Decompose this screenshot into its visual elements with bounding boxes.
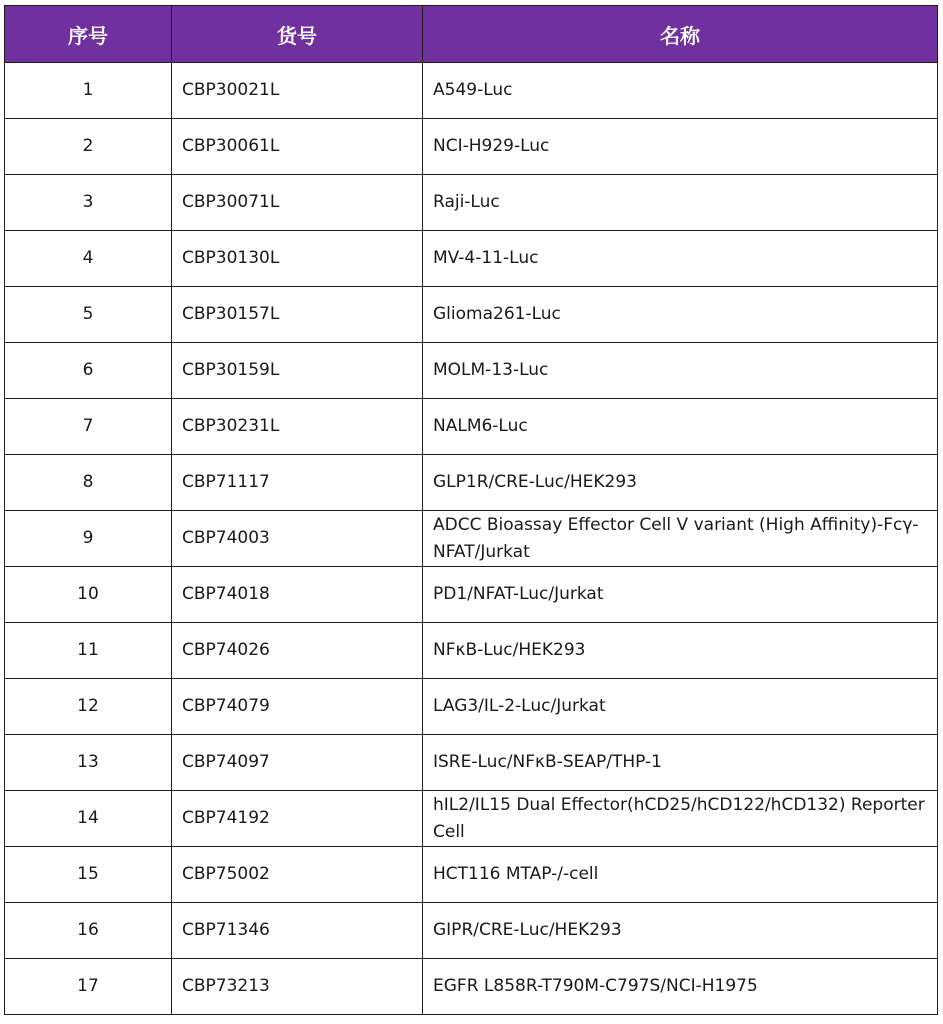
cell-serial-number: 7 [5,399,172,455]
table-row [5,175,938,231]
product-table [4,5,938,1015]
header-product-name: 名称 [423,6,938,63]
cell-product-name: Raji-Luc [423,175,938,231]
cell-catalog-number: CBP30159L [172,343,423,399]
cell-catalog-number: CBP30231L [172,399,423,455]
cell-serial-number: 4 [5,231,172,287]
table-header [5,6,938,63]
cell-product-name: NCI-H929-Luc [423,119,938,175]
cell-serial-number: 8 [5,455,172,511]
cell-product-name: A549-Luc [423,63,938,119]
cell-product-name: MOLM-13-Luc [423,343,938,399]
cell-serial-number: 11 [5,623,172,679]
table-row [5,511,938,567]
table-row [5,399,938,455]
cell-product-name: hIL2/IL15 Dual Effector(hCD25/hCD122/hCD132) Reporter Cell [423,791,938,847]
cell-catalog-number: CBP74003 [172,511,423,567]
cell-serial-number: 15 [5,847,172,903]
cell-product-name: GLP1R/CRE-Luc/HEK293 [423,455,938,511]
cell-catalog-number: CBP30157L [172,287,423,343]
cell-catalog-number: CBP30061L [172,119,423,175]
cell-catalog-number: CBP74018 [172,567,423,623]
table-row [5,567,938,623]
cell-product-name: MV-4-11-Luc [423,231,938,287]
table-row [5,231,938,287]
cell-product-name: HCT116 MTAP-/-cell [423,847,938,903]
table-row [5,63,938,119]
cell-product-name: NFκB-Luc/HEK293 [423,623,938,679]
table-row [5,847,938,903]
cell-product-name: EGFR L858R-T790M-C797S/NCI-H1975 [423,959,938,1015]
table-row [5,455,938,511]
cell-serial-number: 3 [5,175,172,231]
cell-catalog-number: CBP30130L [172,231,423,287]
cell-product-name: GIPR/CRE-Luc/HEK293 [423,903,938,959]
cell-product-name: PD1/NFAT-Luc/Jurkat [423,567,938,623]
cell-serial-number: 17 [5,959,172,1015]
cell-catalog-number: CBP30021L [172,63,423,119]
table-row [5,679,938,735]
cell-catalog-number: CBP71346 [172,903,423,959]
cell-catalog-number: CBP74026 [172,623,423,679]
table-body [5,63,938,1015]
cell-serial-number: 12 [5,679,172,735]
table-row [5,903,938,959]
table-row [5,959,938,1015]
cell-catalog-number: CBP75002 [172,847,423,903]
cell-product-name: ISRE-Luc/NFκB-SEAP/THP-1 [423,735,938,791]
cell-catalog-number: CBP30071L [172,175,423,231]
cell-serial-number: 14 [5,791,172,847]
cell-serial-number: 5 [5,287,172,343]
cell-serial-number: 2 [5,119,172,175]
cell-catalog-number: CBP74079 [172,679,423,735]
cell-catalog-number: CBP71117 [172,455,423,511]
header-catalog-number: 货号 [172,6,423,63]
table-row [5,623,938,679]
cell-serial-number: 9 [5,511,172,567]
cell-catalog-number: CBP74192 [172,791,423,847]
header-serial-number: 序号 [5,6,172,63]
cell-catalog-number: CBP74097 [172,735,423,791]
table-row [5,343,938,399]
table-row [5,287,938,343]
cell-product-name: NALM6-Luc [423,399,938,455]
cell-serial-number: 13 [5,735,172,791]
table-row [5,119,938,175]
cell-serial-number: 6 [5,343,172,399]
cell-serial-number: 16 [5,903,172,959]
cell-product-name: Glioma261-Luc [423,287,938,343]
table-row [5,735,938,791]
cell-serial-number: 10 [5,567,172,623]
cell-catalog-number: CBP73213 [172,959,423,1015]
cell-product-name: ADCC Bioassay Effector Cell V variant (High Affinity)-Fcγ-NFAT/Jurkat [423,511,938,567]
cell-serial-number: 1 [5,63,172,119]
header-row [5,6,938,63]
cell-product-name: LAG3/IL-2-Luc/Jurkat [423,679,938,735]
table-row [5,791,938,847]
